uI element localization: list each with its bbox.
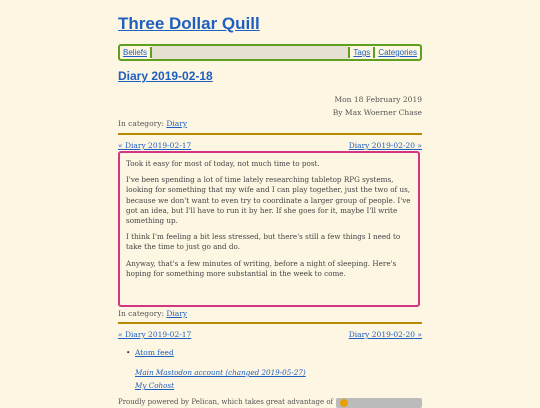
post-date: Mon 18 February 2019 bbox=[334, 95, 422, 104]
paragraph: Took it easy for most of today, not much time to post. bbox=[126, 159, 320, 168]
category-label: In category: bbox=[118, 119, 167, 128]
list-bullet: • bbox=[126, 348, 131, 357]
category-link[interactable]: Diary bbox=[166, 119, 188, 128]
site-title-link[interactable]: Three Dollar Quill bbox=[118, 14, 260, 33]
post-author: By Max Woerner Chase bbox=[332, 108, 422, 117]
atom-feed-link[interactable]: Atom feed bbox=[135, 348, 174, 357]
paragraph: I think I'm feeling a bit less stressed, but there's still a few things I need to take the time to just go and do. bbox=[126, 232, 401, 252]
next-post-link[interactable]: Diary 2019-02-20 » bbox=[348, 330, 422, 339]
footer-badge[interactable] bbox=[336, 398, 422, 408]
post-category-bottom bbox=[118, 309, 187, 318]
previous-post-link[interactable]: « Diary 2019-02-17 bbox=[118, 141, 192, 150]
mastodon-link[interactable]: Main Mastodon account (changed 2019-05-27) bbox=[135, 368, 306, 377]
navbar bbox=[118, 44, 422, 61]
nav-tags-link[interactable]: Tags bbox=[353, 48, 371, 57]
post-category-top bbox=[118, 119, 187, 128]
footer-text: Proudly powered by Pelican, which takes great advantage of bbox=[118, 398, 334, 406]
post-content bbox=[118, 151, 420, 307]
divider-rule bbox=[118, 322, 422, 324]
search-input[interactable] bbox=[152, 46, 348, 59]
paragraph: Anyway, that's a few minutes of writing, before a night of sleeping. Here's hoping for something more substantial in the week to come. bbox=[126, 258, 397, 278]
category-link[interactable]: Diary bbox=[166, 309, 188, 318]
pelican-logo-icon bbox=[340, 399, 348, 407]
nav-categories-link[interactable]: Categories bbox=[378, 48, 417, 57]
nav-beliefs-link[interactable]: Beliefs bbox=[123, 48, 148, 57]
divider-rule bbox=[118, 133, 422, 135]
next-post-link[interactable]: Diary 2019-02-20 » bbox=[348, 141, 422, 150]
category-label: In category: bbox=[118, 309, 167, 318]
post-title-link[interactable]: Diary 2019-02-18 bbox=[118, 69, 213, 83]
previous-post-link[interactable]: « Diary 2019-02-17 bbox=[118, 330, 192, 339]
cohost-link[interactable]: My Cohost bbox=[135, 381, 175, 390]
paragraph: I've been spending a lot of time lately researching tabletop RPG systems, looking for something that my wife and I can play together, just the two of us, because we don't want to even try to coordinate a larger group of people. I've got an idea, but I'll have to run it by her. If she goes for it, maybe I'll write something up. bbox=[126, 175, 411, 226]
